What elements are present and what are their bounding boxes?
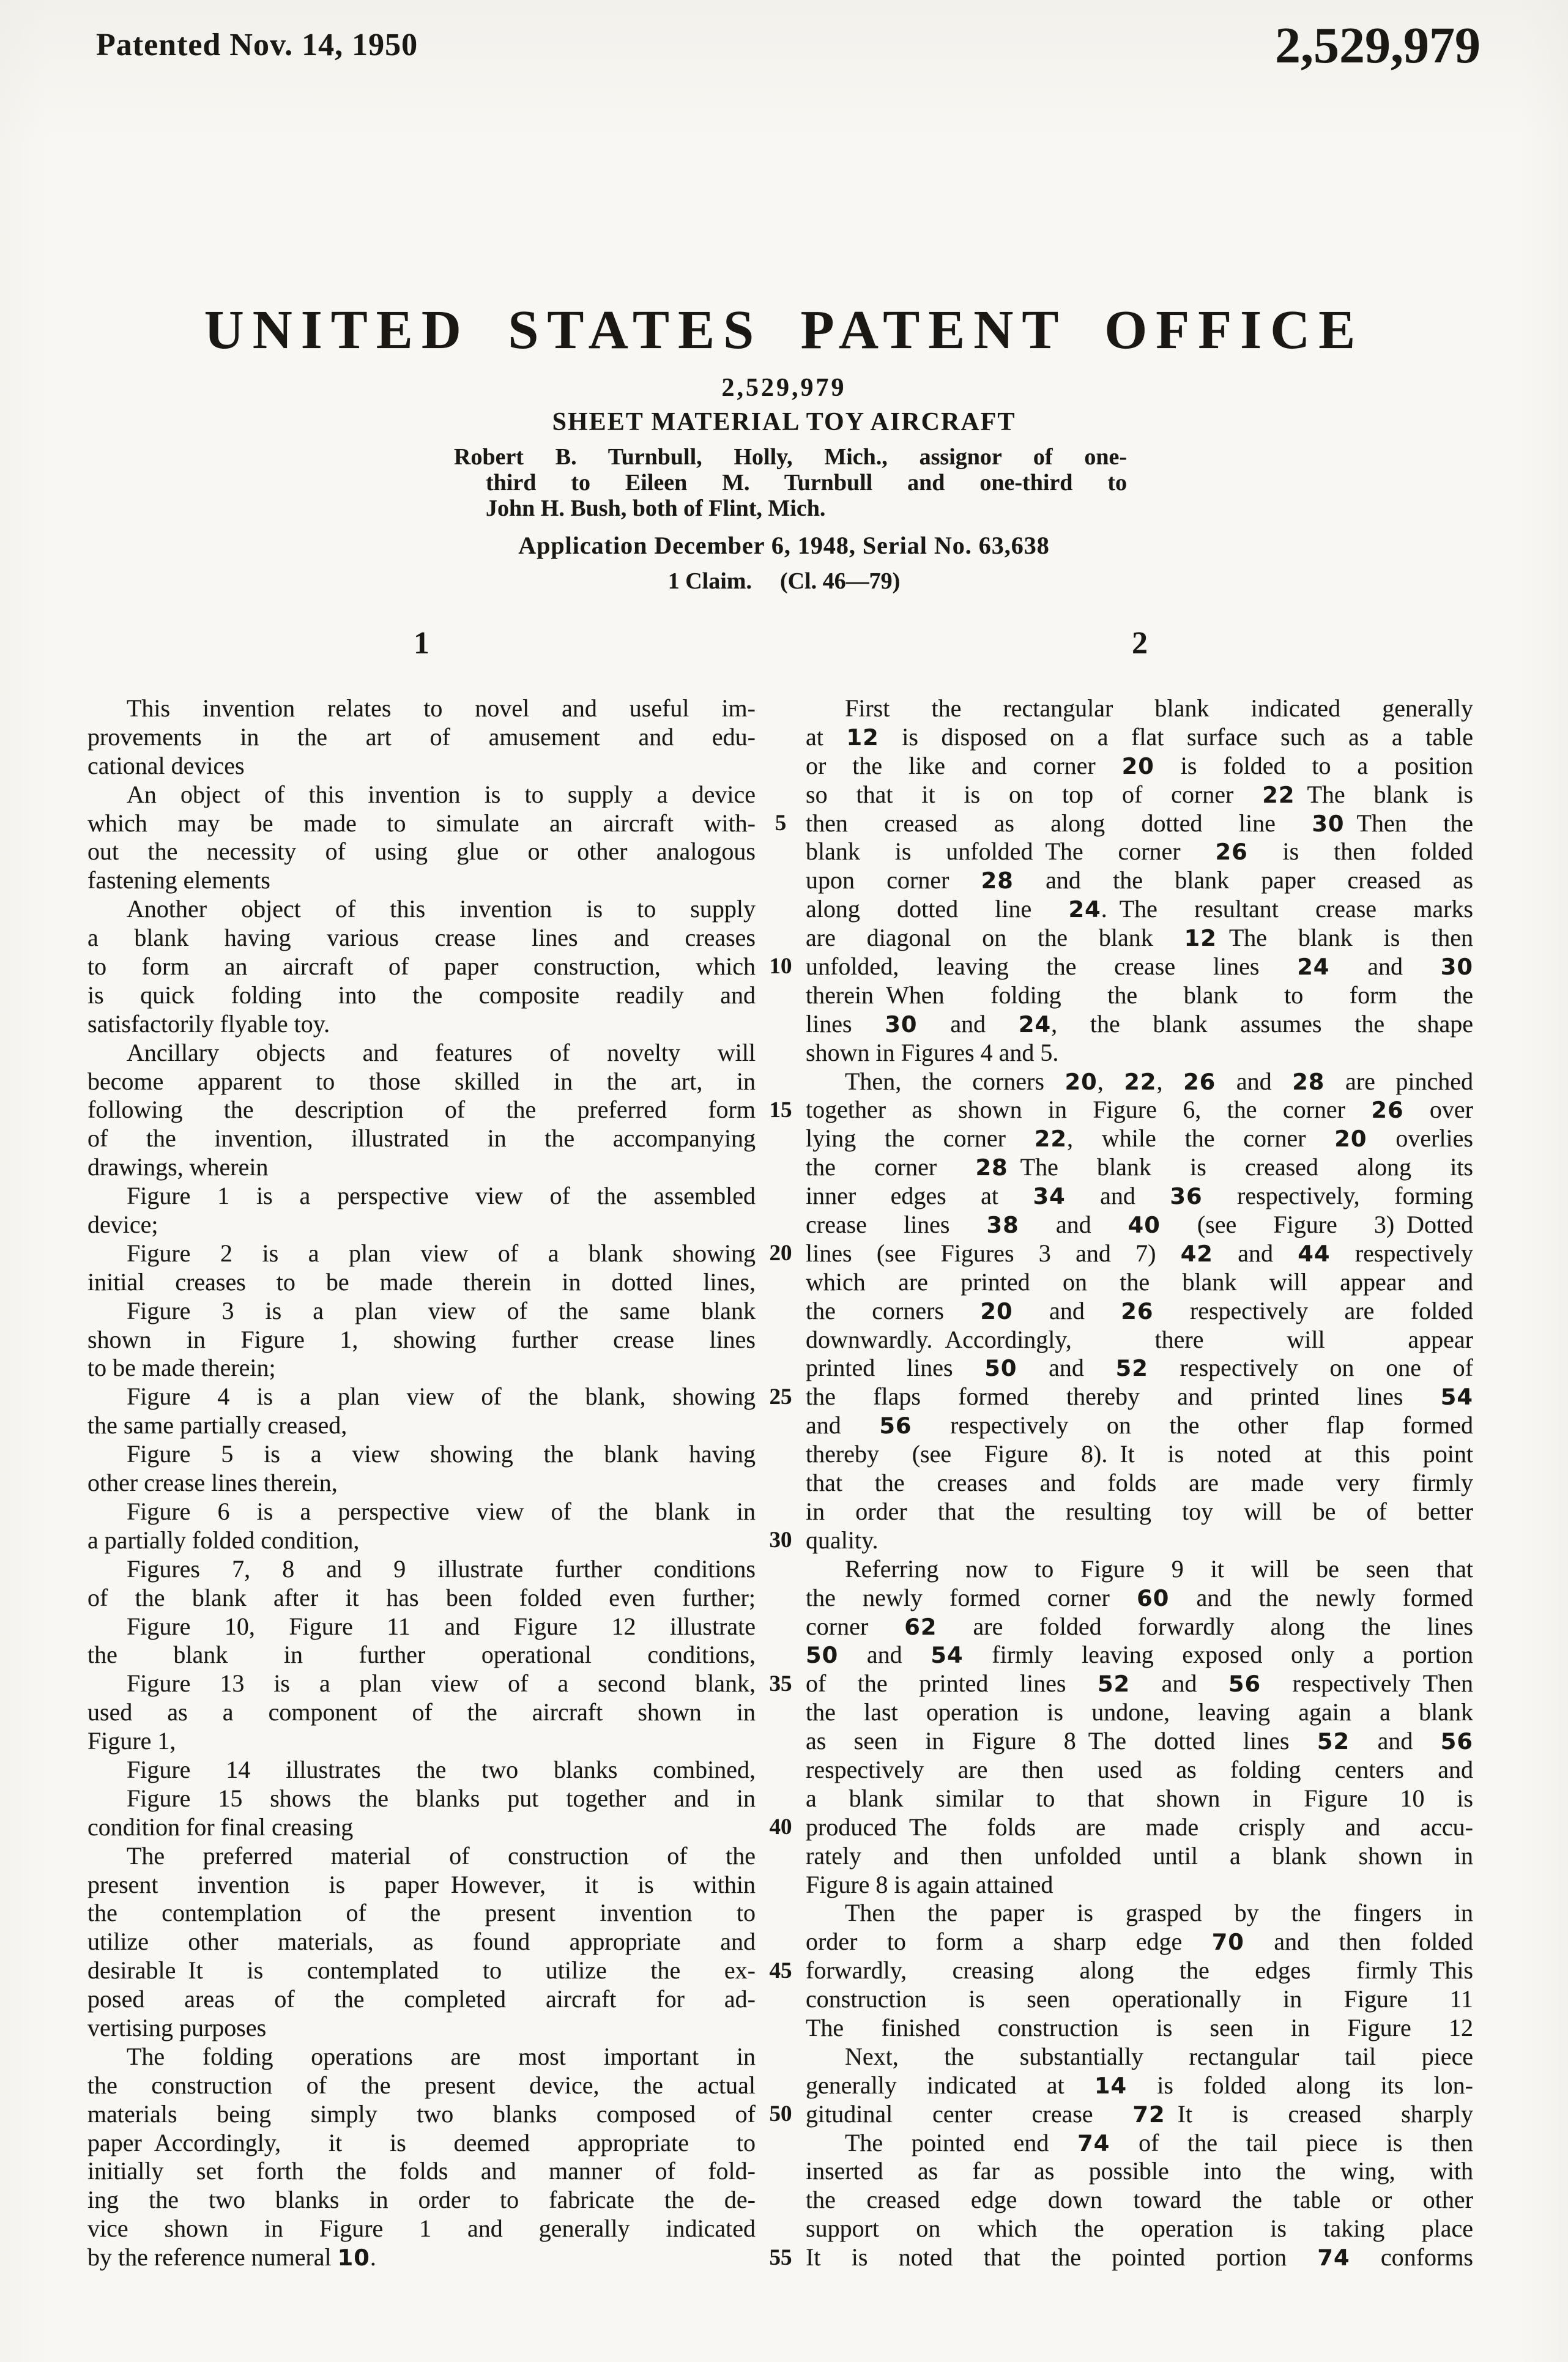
text-line: of the printed lines 52 and 56 respectively Then <box>806 1669 1473 1698</box>
text-line: utilize other materials, as found appropriate and <box>87 1928 756 1956</box>
text-line: satisfactorily flyable toy. <box>87 1009 330 1038</box>
text-line: the construction of the present device, the actual <box>87 2071 756 2099</box>
text-line: so that it is on top of corner 22 The blank is <box>806 780 1473 808</box>
invention-title: SHEET MATERIAL TOY AIRCRAFT <box>552 408 1016 436</box>
text-line: of the blank after it has been folded even further; <box>87 1583 756 1611</box>
text-line: upon corner 28 and the blank paper creased as <box>806 866 1473 894</box>
claim-classification: (Cl. 46—79) <box>779 568 901 594</box>
text-line: 50 and 54 firmly leaving exposed only a portion <box>806 1641 1473 1669</box>
line-number: 35 <box>769 1671 792 1696</box>
text-line: desirable It is contemplated to utilize the ex- <box>87 1956 756 1985</box>
text-line: out the necessity of using glue or other analogous <box>87 837 756 866</box>
text-line: following the description of the preferred form <box>87 1096 756 1124</box>
text-line: Then the paper is grasped by the fingers in <box>845 1899 1473 1927</box>
text-line: The finished construction is seen in Figure 12 <box>806 2013 1473 2041</box>
text-line: First the rectangular blank indicated generally <box>845 694 1473 722</box>
line-number: 55 <box>769 2245 792 2270</box>
text-line: The preferred material of construction of the <box>127 1841 756 1870</box>
text-line: drawings, wherein <box>87 1153 269 1181</box>
claim-line <box>0 568 1568 595</box>
text-line: used as a component of the aircraft shown in <box>87 1698 756 1726</box>
text-line: order to form a sharp edge 70 and then folded <box>806 1928 1473 1956</box>
text-line: Figure 3 is a plan view of the same blank <box>127 1296 756 1324</box>
text-line: become apparent to those skilled in the art, in <box>87 1067 756 1095</box>
text-line: printed lines 50 and 52 respectively on one of <box>806 1354 1473 1382</box>
text-line: together as shown in Figure 6, the corner 26 over <box>806 1096 1473 1124</box>
text-line: device; <box>87 1211 158 1239</box>
text-line: a partially folded condition, <box>87 1526 360 1554</box>
text-line: Figure 1 is a perspective view of the assembled <box>127 1182 756 1210</box>
patent-number: 2,529,979 <box>721 374 847 402</box>
text-line: Figure 4 is a plan view of the blank, showing <box>127 1383 756 1411</box>
column-1-text <box>87 694 756 2272</box>
text-line: are diagonal on the blank 12 The blank is then <box>806 924 1473 952</box>
text-line: inserted as far as possible into the wing, with <box>806 2157 1473 2185</box>
column-2-text <box>806 694 1473 2272</box>
text-line: Figure 10, Figure 11 and Figure 12 illustrate <box>127 1612 756 1640</box>
text-line: corner 62 are folded forwardly along the lines <box>806 1612 1473 1640</box>
text-line: Referring now to Figure 9 it will be seen that <box>845 1554 1473 1583</box>
text-line: Figure 6 is a perspective view of the blank in <box>127 1497 756 1525</box>
line-number: 30 <box>769 1528 792 1553</box>
text-line: shown in Figure 1, showing further crease lines <box>87 1325 756 1353</box>
text-line: quality. <box>806 1526 879 1554</box>
line-number: 40 <box>769 1814 792 1840</box>
text-line: the last operation is undone, leaving again a blank <box>806 1698 1473 1726</box>
text-line: The pointed end 74 of the tail piece is then <box>845 2128 1473 2156</box>
text-line: ing the two blanks in order to fabricate the de- <box>87 2186 756 2214</box>
text-line: of the invention, illustrated in the accompanying <box>87 1124 756 1153</box>
text-line: downwardly. Accordingly, there will appear <box>806 1325 1473 1353</box>
text-line: vice shown in Figure 1 and generally indicated <box>87 2215 756 2243</box>
text-line: support on which the operation is taking place <box>806 2215 1473 2243</box>
text-line: construction is seen operationally in Figure 11 <box>806 1985 1473 2013</box>
inventor-line: third to Eileen M. Turnbull and one-third to <box>486 470 1127 496</box>
line-number: 45 <box>769 1958 792 1983</box>
column-2-number: 2 <box>1132 626 1148 661</box>
text-line: vertising purposes <box>87 2013 267 2041</box>
text-line: crease lines 38 and 40 (see Figure 3) Dotted <box>806 1211 1473 1239</box>
text-line: generally indicated at 14 is folded along its lon- <box>806 2071 1473 2099</box>
inventor-line: John H. Bush, both of Flint, Mich. <box>486 496 826 521</box>
text-line: which may be made to simulate an aircraft with- <box>87 809 756 837</box>
claim-count: 1 Claim. <box>667 568 752 594</box>
text-line: Figures 7, 8 and 9 illustrate further conditions <box>127 1554 756 1583</box>
text-line: thereby (see Figure 8). It is noted at this point <box>806 1440 1473 1468</box>
text-line: that the creases and folds are made very firmly <box>806 1469 1473 1497</box>
text-line: Figure 2 is a plan view of a blank showing <box>127 1239 756 1267</box>
text-line: as seen in Figure 8 The dotted lines 52 and 56 <box>806 1727 1473 1755</box>
text-line: the contemplation of the present invention to <box>87 1899 756 1927</box>
text-line: or the like and corner 20 is folded to a position <box>806 751 1473 779</box>
text-line: unfolded, leaving the crease lines 24 and 30 <box>806 953 1473 981</box>
text-line: Figure 14 illustrates the two blanks combined, <box>127 1755 756 1783</box>
text-line: therein When folding the blank to form the <box>806 981 1473 1009</box>
line-number: 25 <box>769 1384 792 1409</box>
line-number-gutter <box>756 694 806 2272</box>
text-line: the corners 20 and 26 respectively are folded <box>806 1296 1473 1324</box>
text-line: a blank having various crease lines and creases <box>87 924 756 952</box>
text-line: to be made therein; <box>87 1354 276 1382</box>
column-1-number: 1 <box>414 626 429 661</box>
text-line: respectively are then used as folding centers and <box>806 1755 1473 1783</box>
inventor-line: Robert B. Turnbull, Holly, Mich., assignor of one- <box>454 444 1127 470</box>
text-line: at 12 is disposed on a flat surface such as a table <box>806 722 1473 751</box>
line-number: 10 <box>769 954 792 979</box>
text-line: the flaps formed thereby and printed lines 54 <box>806 1383 1473 1411</box>
text-line: inner edges at 34 and 36 respectively, forming <box>806 1182 1473 1210</box>
text-line: Figure 13 is a plan view of a second blank, <box>127 1669 756 1698</box>
text-line: then creased as along dotted line 30 Then the <box>806 809 1473 837</box>
text-line: shown in Figures 4 and 5. <box>806 1038 1059 1066</box>
text-line: provements in the art of amusement and edu- <box>87 722 756 751</box>
text-line: the newly formed corner 60 and the newly formed <box>806 1583 1473 1611</box>
line-number: 5 <box>775 810 787 836</box>
line-number: 50 <box>769 2101 792 2127</box>
text-line: Next, the substantially rectangular tail piece <box>845 2042 1473 2070</box>
text-line: which are printed on the blank will appear and <box>806 1268 1473 1296</box>
text-line: It is noted that the pointed portion 74 conforms <box>806 2243 1473 2271</box>
text-line: blank is unfolded The corner 26 is then folded <box>806 837 1473 866</box>
text-line: gitudinal center crease 72 It is creased sharply <box>806 2100 1473 2128</box>
text-line: present invention is paper However, it is within <box>87 1870 756 1898</box>
text-line: Figure 15 shows the blanks put together and in <box>127 1784 756 1812</box>
text-line: Figure 1, <box>87 1727 176 1755</box>
text-line: the creased edge down toward the table or other <box>806 2186 1473 2214</box>
text-line: in order that the resulting toy will be of better <box>806 1497 1473 1525</box>
line-number: 15 <box>769 1097 792 1123</box>
text-line: Another object of this invention is to supply <box>127 895 756 923</box>
office-title: UNITED STATES PATENT OFFICE <box>204 300 1364 360</box>
text-line: produced The folds are made crisply and accu- <box>806 1813 1473 1841</box>
text-line: other crease lines therein, <box>87 1469 338 1497</box>
text-line: paper Accordingly, it is deemed appropriate to <box>87 2128 756 2156</box>
text-line: initial creases to be made therein in dotted lines, <box>87 1268 756 1296</box>
text-line: An object of this invention is to supply a device <box>127 780 756 808</box>
inventor-block <box>454 444 1127 521</box>
text-line: posed areas of the completed aircraft for ad- <box>87 1985 756 2013</box>
text-line: the blank in further operational conditions, <box>87 1641 756 1669</box>
text-line: Then, the corners 20, 22, 26 and 28 are pinched <box>845 1067 1473 1095</box>
line-number: 20 <box>769 1241 792 1266</box>
text-line: by the reference numeral 10. <box>87 2243 376 2271</box>
text-line: initially set forth the folds and manner of fold- <box>87 2157 756 2185</box>
text-line: the same partially creased, <box>87 1411 347 1439</box>
text-line: a blank similar to that shown in Figure 10 is <box>806 1784 1473 1812</box>
text-line: to form an aircraft of paper construction, which <box>87 953 756 981</box>
application-line: Application December 6, 1948, Serial No. 63,638 <box>518 532 1050 559</box>
text-line: lying the corner 22, while the corner 20 overlies <box>806 1124 1473 1153</box>
text-line: forwardly, creasing along the edges firmly This <box>806 1956 1473 1985</box>
text-line: the corner 28 The blank is creased along its <box>806 1153 1473 1181</box>
text-line: along dotted line 24. The resultant crease marks <box>806 895 1473 923</box>
patent-number-header: 2,529,979 <box>1275 17 1481 74</box>
text-line: Figure 8 is again attained <box>806 1870 1053 1898</box>
text-line: materials being simply two blanks composed of <box>87 2100 756 2128</box>
text-line: cational devices <box>87 751 245 779</box>
text-line: fastening elements <box>87 866 270 894</box>
text-line: condition for final creasing <box>87 1813 354 1841</box>
text-line: Ancillary objects and features of novelty will <box>127 1038 756 1066</box>
patented-date-header: Patented Nov. 14, 1950 <box>96 28 418 62</box>
patent-body <box>87 694 1473 2272</box>
text-line: is quick folding into the composite readily and <box>87 981 756 1009</box>
text-line: lines (see Figures 3 and 7) 42 and 44 respectively <box>806 1239 1473 1267</box>
text-line: rately and then unfolded until a blank shown in <box>806 1841 1473 1870</box>
text-line: Figure 5 is a view showing the blank having <box>127 1440 756 1468</box>
text-line: and 56 respectively on the other flap formed <box>806 1411 1473 1439</box>
text-line: This invention relates to novel and useful im- <box>127 694 756 722</box>
text-line: lines 30 and 24, the blank assumes the shape <box>806 1009 1473 1038</box>
text-line: The folding operations are most important in <box>127 2042 756 2070</box>
